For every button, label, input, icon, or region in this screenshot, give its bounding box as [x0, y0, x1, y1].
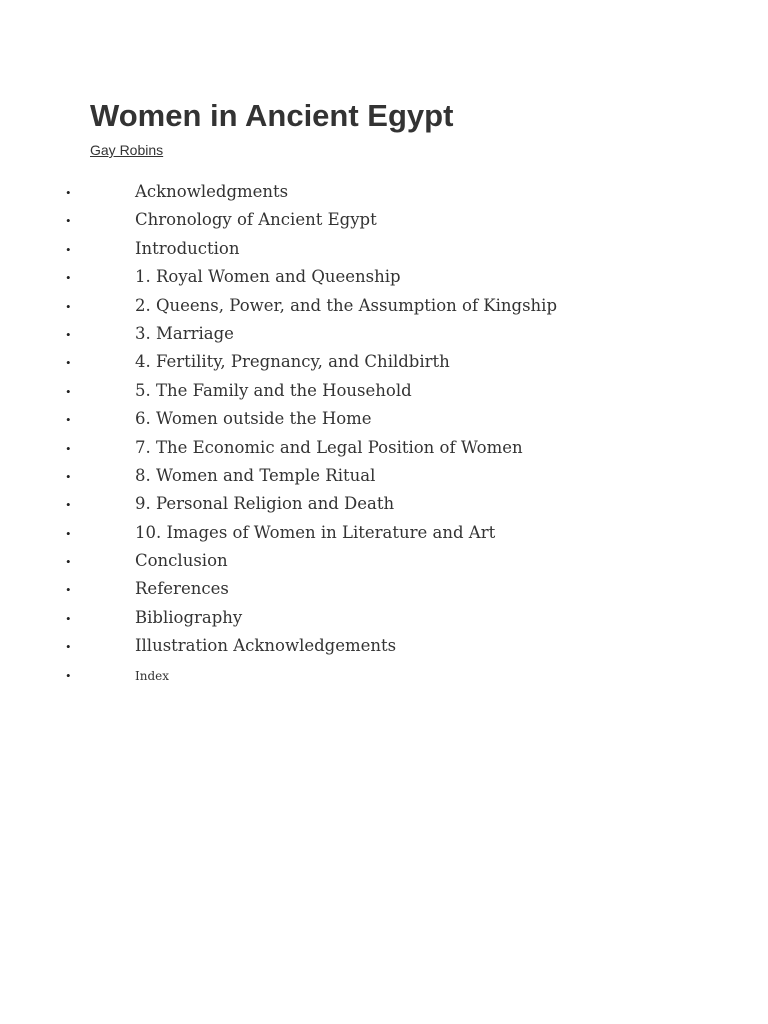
bullet-icon: • — [66, 610, 71, 626]
toc-item[interactable] — [0, 434, 768, 462]
toc-item[interactable] — [0, 661, 768, 689]
toc-item-label: Chronology of Ancient Egypt — [135, 210, 377, 230]
bullet-icon: • — [66, 525, 71, 541]
toc-item[interactable] — [0, 348, 768, 376]
bullet-icon: • — [66, 355, 71, 371]
bullet-icon: • — [66, 639, 71, 655]
page-title: Women in Ancient Egypt — [90, 98, 454, 133]
table-of-contents — [0, 178, 768, 689]
toc-item[interactable] — [0, 178, 768, 206]
toc-item-label: 5. The Family and the Household — [135, 380, 412, 400]
toc-item[interactable] — [0, 604, 768, 632]
bullet-icon: • — [66, 270, 71, 286]
bullet-icon: • — [66, 185, 71, 200]
bullet-icon: • — [66, 326, 71, 342]
toc-item-label: 3. Marriage — [135, 323, 234, 343]
bullet-icon: • — [66, 667, 71, 683]
toc-item-label: Conclusion — [135, 551, 228, 571]
toc-item[interactable] — [0, 263, 768, 291]
toc-item-label: 7. The Economic and Legal Position of Women — [135, 437, 523, 457]
toc-item-label: 10. Images of Women in Literature and Art — [135, 522, 496, 542]
bullet-icon: • — [66, 582, 71, 598]
toc-item-label: Index — [135, 668, 170, 683]
toc-item-label: 4. Fertility, Pregnancy, and Childbirth — [135, 352, 450, 372]
toc-item[interactable] — [0, 490, 768, 518]
toc-item[interactable] — [0, 292, 768, 320]
toc-item[interactable] — [0, 405, 768, 433]
bullet-icon: • — [66, 241, 71, 257]
toc-item[interactable] — [0, 377, 768, 405]
toc-item-label: 2. Queens, Power, and the Assumption of Kingship — [135, 295, 558, 315]
bullet-icon: • — [66, 468, 71, 484]
toc-item[interactable] — [0, 547, 768, 575]
toc-item[interactable] — [0, 462, 768, 490]
bullet-icon: • — [66, 497, 71, 513]
author-link[interactable]: Gay Robins — [90, 142, 164, 158]
toc-item-label: 9. Personal Religion and Death — [135, 494, 395, 514]
toc-item-label: Introduction — [135, 238, 240, 258]
toc-item[interactable] — [0, 519, 768, 547]
bullet-icon: • — [66, 554, 71, 570]
toc-item-label: References — [135, 579, 229, 599]
bullet-icon: • — [66, 383, 71, 399]
toc-item-label: 8. Women and Temple Ritual — [135, 465, 376, 485]
toc-item[interactable] — [0, 320, 768, 348]
toc-item-label: 6. Women outside the Home — [135, 409, 372, 429]
toc-item[interactable] — [0, 632, 768, 660]
toc-item-label: 1. Royal Women and Queenship — [135, 267, 401, 287]
toc-item-label: Acknowledgments — [135, 182, 289, 201]
toc-item-label: Bibliography — [135, 607, 243, 627]
toc-item-label: Illustration Acknowledgements — [135, 636, 397, 656]
bullet-icon: • — [66, 213, 71, 229]
bullet-icon: • — [66, 440, 71, 456]
toc-item[interactable] — [0, 235, 768, 263]
bullet-icon: • — [66, 298, 71, 314]
toc-item[interactable] — [0, 206, 768, 234]
bullet-icon: • — [66, 412, 71, 428]
toc-item[interactable] — [0, 575, 768, 603]
